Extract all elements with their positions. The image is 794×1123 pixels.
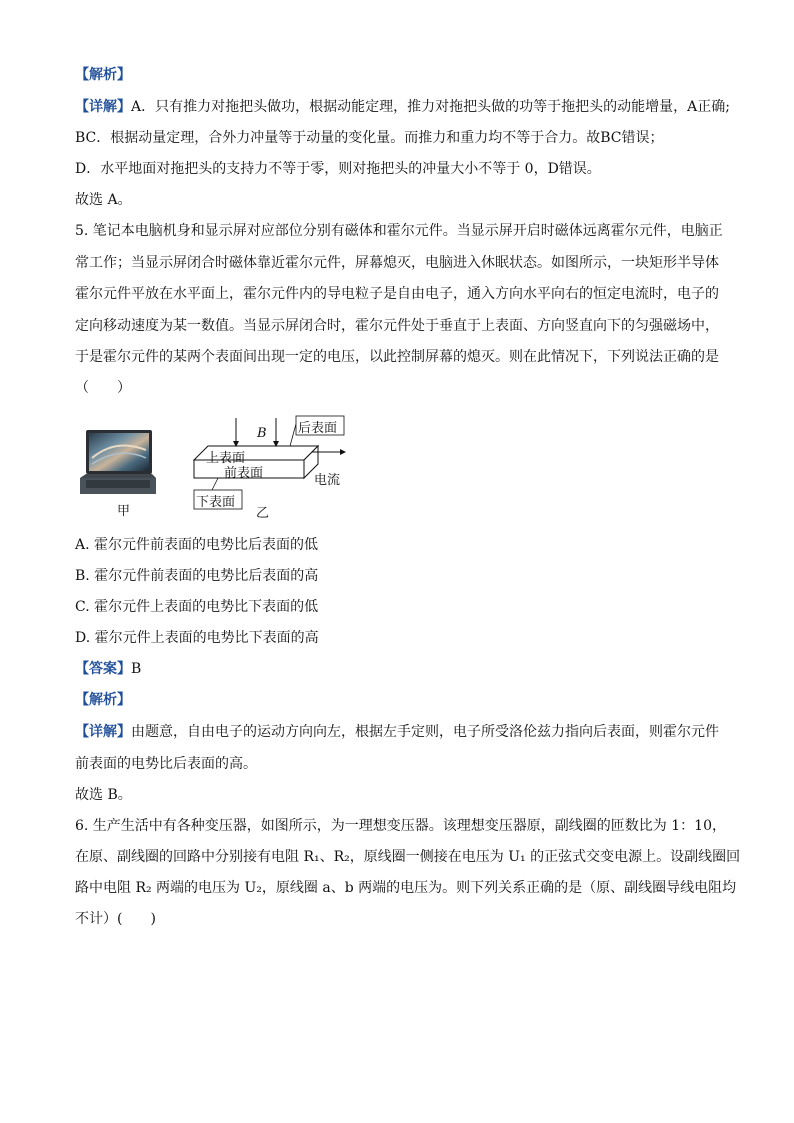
analysis-heading [75, 690, 724, 710]
choice-line: 故选 A。 [75, 192, 132, 208]
laptop-figure [76, 428, 158, 498]
label-top-surface: 上表面 [206, 451, 246, 466]
analysis-heading [75, 65, 724, 85]
question-text: 定向移动速度为某一数值。当显示屏闭合时，霍尔元件处于垂直于上表面、方向竖直向下的匀强磁场中， [75, 318, 719, 334]
label-front-surface: 前表面 [224, 466, 264, 481]
label-current: 电流 [314, 473, 341, 488]
question-text: 常工作；当显示屏闭合时磁体靠近霍尔元件，屏幕熄灭，电脑进入休眠状态。如图所示，一块矩形半导体 [75, 255, 719, 271]
option-b: B. 霍尔元件前表面的电势比后表面的高 [75, 568, 319, 584]
question-text: 霍尔元件平放在水平面上，霍尔元件内的导电粒子是自由电子，通入方向水平向右的恒定电流时，电子的 [75, 286, 719, 302]
question-text: 于是霍尔元件的某两个表面间出现一定的电压，以此控制屏幕的熄灭。则在此情况下，下列说法正确的是 [75, 349, 719, 365]
figure-caption-left: 甲 [117, 504, 131, 519]
option-c: C. 霍尔元件上表面的电势比下表面的低 [75, 599, 319, 615]
option-d: D. 霍尔元件上表面的电势比下表面的高 [75, 630, 319, 646]
hall-element-figure [188, 414, 358, 520]
detail-tag: 【详解】 [75, 99, 131, 115]
label-b-field: B [257, 426, 267, 441]
detail-tag: 【详解】 [75, 724, 131, 740]
question-text: 在原、副线圈的回路中分别接有电阻 R₁、R₂，原线圈一侧接在电压为 U₁ 的正弦式交变电源上。设副线圈回 [75, 849, 741, 865]
analysis-tag: 【解析】 [75, 692, 131, 708]
choice-line: 故选 B。 [75, 787, 132, 803]
question-text: 不计）( ) [75, 911, 156, 927]
label-back-surface: 后表面 [298, 421, 338, 436]
analysis-tag: 【解析】 [75, 67, 131, 83]
detail-line [75, 722, 724, 742]
question-text: 6. 生产生活中有各种变压器，如图所示，为一理想变压器。该理想变压器原，副线圈的匝数比为 1：10， [75, 818, 726, 834]
detail-line [75, 97, 730, 117]
question-text: （ ） [75, 380, 131, 396]
detail-text: A．只有推力对拖把头做功，根据动能定理，推力对拖把头做的功等于拖把头的动能增量，A正确; [131, 99, 730, 115]
answer-line [75, 659, 724, 679]
detail-line: 前表面的电势比后表面的高。 [75, 756, 257, 772]
answer-value: B [131, 661, 142, 677]
laptop-icon [76, 428, 158, 498]
detail-line: BC．根据动量定理，合外力冲量等于动量的变化量。而推力和重力均不等于合力。故BC错误； [75, 130, 664, 146]
option-a: A. 霍尔元件前表面的电势比后表面的低 [75, 537, 319, 553]
figure-caption-right: 乙 [256, 506, 270, 521]
label-bottom-surface: 下表面 [196, 495, 236, 510]
question-text: 5. 笔记本电脑机身和显示屏对应部位分别有磁体和霍尔元件。当显示屏开启时磁体远离霍尔元件，电脑正 [75, 223, 723, 239]
answer-tag: 【答案】 [75, 661, 131, 677]
detail-line: D．水平地面对拖把头的支持力不等于零，则对拖把头的冲量大小不等于 0，D错误。 [75, 161, 601, 177]
detail-text: 由题意，自由电子的运动方向向左，根据左手定则，电子所受洛伦兹力指向后表面，则霍尔元件 [131, 724, 719, 740]
question-text: 路中电阻 R₂ 两端的电压为 U₂，原线圈 a、b 两端的电压为。则下列关系正确的是（原、副线圈导线电阻均 [75, 880, 737, 896]
